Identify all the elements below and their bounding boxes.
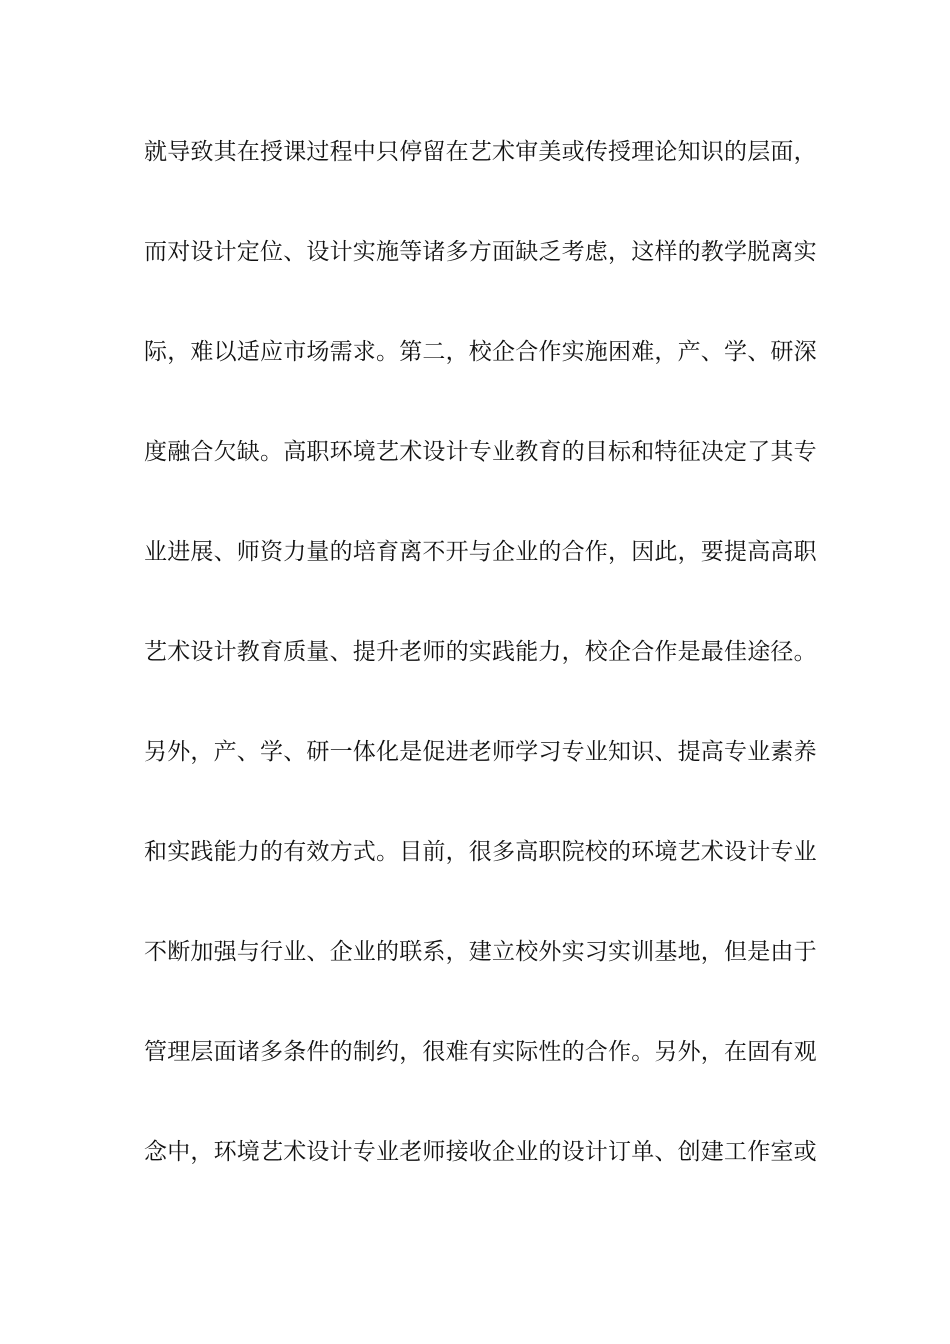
body-text bbox=[144, 128, 817, 1228]
text-line-8: 和实践能力的有效方式。目前，很多高职院校的环境艺术设计专业 bbox=[144, 839, 817, 865]
text-line-9: 不断加强与行业、企业的联系，建立校外实习实训基地，但是由于 bbox=[144, 939, 817, 965]
text-line-1: 就导致其在授课过程中只停留在艺术审美或传授理论知识的层面， bbox=[144, 139, 817, 165]
text-line-4: 度融合欠缺。高职环境艺术设计专业教育的目标和特征决定了其专 bbox=[144, 439, 817, 465]
text-line-11: 念中，环境艺术设计专业老师接收企业的设计订单、创建工作室或 bbox=[144, 1139, 817, 1165]
text-line-3: 际，难以适应市场需求。第二，校企合作实施困难，产、学、研深 bbox=[144, 339, 817, 365]
text-line-5: 业进展、师资力量的培育离不开与企业的合作，因此，要提高高职 bbox=[144, 539, 817, 565]
text-line-7: 另外，产、学、研一体化是促进老师学习专业知识、提高专业素养 bbox=[144, 739, 817, 765]
text-line-10: 管理层面诸多条件的制约，很难有实际性的合作。另外，在固有观 bbox=[144, 1039, 817, 1065]
text-line-6: 艺术设计教育质量、提升老师的实践能力，校企合作是最佳途径。 bbox=[144, 639, 817, 665]
text-line-2: 而对设计定位、设计实施等诸多方面缺乏考虑，这样的教学脱离实 bbox=[144, 239, 817, 265]
